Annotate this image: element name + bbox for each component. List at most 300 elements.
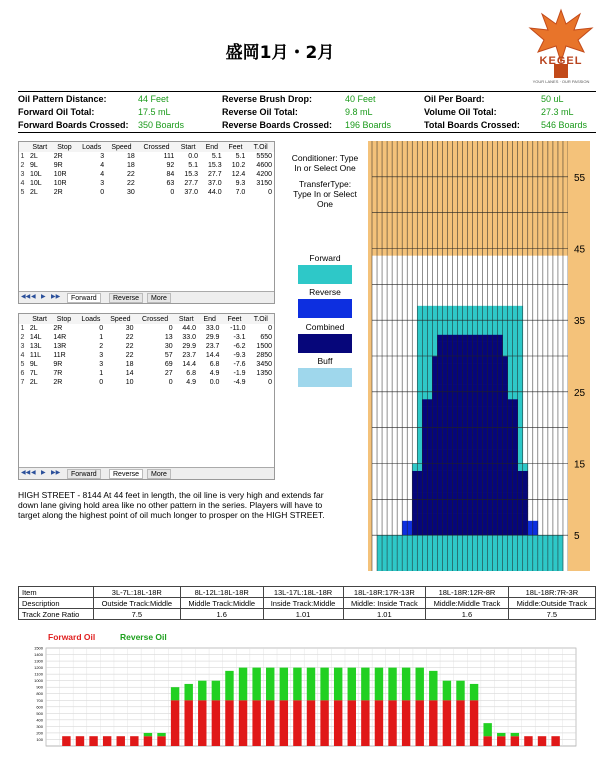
tab-nav-arrow[interactable]: ▶ bbox=[41, 294, 46, 300]
oil-cell bbox=[427, 385, 432, 392]
oil-cell bbox=[412, 521, 417, 528]
y-tick-label: 800 bbox=[36, 691, 43, 697]
reverse-oil-bar bbox=[334, 668, 342, 701]
zone-cell: Inside Track:Middle bbox=[263, 598, 343, 609]
oil-cell bbox=[473, 356, 478, 363]
table-cell: 18 bbox=[127, 153, 135, 160]
oil-cell bbox=[447, 327, 452, 334]
forward-oil-bar bbox=[212, 700, 220, 746]
oil-cell bbox=[503, 392, 508, 399]
oil-cell bbox=[548, 542, 553, 549]
oil-cell bbox=[473, 378, 478, 385]
oil-cell bbox=[478, 542, 483, 549]
oil-cell bbox=[412, 535, 417, 542]
oil-cell bbox=[503, 471, 508, 478]
tab-nav-arrow[interactable]: ▶▶ bbox=[51, 470, 61, 476]
oil-cell bbox=[422, 521, 427, 528]
row-number: 1 bbox=[20, 325, 25, 332]
oil-cell bbox=[478, 442, 483, 449]
oil-cell bbox=[417, 478, 422, 485]
oil-cell bbox=[447, 406, 452, 413]
tab-nav-arrow[interactable]: ◀ bbox=[31, 294, 36, 300]
oil-cell bbox=[553, 542, 558, 549]
oil-cell bbox=[503, 378, 508, 385]
transfer-label: TransferType: Type In or Select One bbox=[293, 179, 357, 209]
foot-label: 15 bbox=[574, 459, 586, 471]
oil-cell bbox=[483, 456, 488, 463]
oil-cell bbox=[478, 406, 483, 413]
info-label: Volume Oil Total: bbox=[424, 107, 497, 117]
oil-cell bbox=[462, 378, 467, 385]
oil-cell bbox=[483, 464, 488, 471]
table-cell: 7.0 bbox=[235, 189, 246, 196]
tab-nav-arrow[interactable]: ◀◀ bbox=[21, 470, 31, 476]
oil-cell bbox=[503, 528, 508, 535]
forward-oil-bar bbox=[293, 700, 301, 746]
oil-cell bbox=[417, 449, 422, 456]
oil-cell bbox=[498, 564, 503, 571]
oil-cell bbox=[467, 370, 472, 377]
oil-cell bbox=[417, 335, 422, 342]
oil-cell bbox=[417, 528, 422, 535]
oil-cell bbox=[452, 385, 457, 392]
oil-cell bbox=[432, 499, 437, 506]
oil-cell bbox=[513, 521, 518, 528]
oil-cell bbox=[513, 478, 518, 485]
column-header: Loads bbox=[77, 142, 106, 152]
oil-cell bbox=[518, 535, 523, 542]
oil-cell bbox=[493, 313, 498, 320]
oil-cell bbox=[457, 370, 462, 377]
table-cell: 10L bbox=[29, 180, 42, 187]
oil-cell bbox=[432, 306, 437, 313]
oil-cell bbox=[513, 528, 518, 535]
table-cell: 7L bbox=[29, 370, 38, 377]
oil-cell bbox=[452, 492, 457, 499]
pattern-description: HIGH STREET - 8144 At 44 feet in length, the oil line is very high and extends far down lane giving hold area like no other pattern in the series. Players will have to target along the highest point of oil much longer to prosper on the HIGH STREET. bbox=[18, 490, 325, 520]
reverse-oil-bar bbox=[293, 668, 301, 701]
oil-cell bbox=[478, 478, 483, 485]
oil-cell bbox=[503, 550, 508, 557]
oil-cell bbox=[483, 499, 488, 506]
oil-cell bbox=[483, 471, 488, 478]
oil-cell bbox=[508, 421, 513, 428]
oil-cell bbox=[488, 363, 493, 370]
oil-cell bbox=[412, 471, 417, 478]
column-header: T.Oil bbox=[248, 314, 274, 324]
forward-oil-bar bbox=[375, 700, 383, 746]
oil-cell bbox=[513, 535, 518, 542]
oil-cell bbox=[473, 399, 478, 406]
zone-ratio-row bbox=[19, 609, 596, 620]
oil-cell bbox=[417, 356, 422, 363]
oil-cell bbox=[457, 428, 462, 435]
oil-cell bbox=[417, 542, 422, 549]
oil-cell bbox=[498, 456, 503, 463]
oil-cell bbox=[553, 564, 558, 571]
tab-reverse[interactable]: Reverse bbox=[109, 469, 143, 479]
oil-cell bbox=[452, 521, 457, 528]
oil-cell bbox=[447, 471, 452, 478]
y-tick-label: 600 bbox=[36, 704, 43, 710]
y-tick-label: 1200 bbox=[34, 665, 43, 671]
oil-cell bbox=[417, 342, 422, 349]
oil-cell bbox=[417, 535, 422, 542]
oil-cell bbox=[483, 313, 488, 320]
oil-cell bbox=[397, 542, 402, 549]
header-row bbox=[19, 314, 274, 324]
oil-cell bbox=[483, 478, 488, 485]
oil-cell bbox=[462, 435, 467, 442]
oil-cell bbox=[432, 535, 437, 542]
oil-cell bbox=[437, 306, 442, 313]
oil-cell bbox=[513, 327, 518, 334]
table-cell: 0 bbox=[99, 379, 104, 386]
oil-cell bbox=[503, 313, 508, 320]
oil-cell bbox=[432, 385, 437, 392]
oil-cell bbox=[432, 421, 437, 428]
oil-cell bbox=[452, 478, 457, 485]
oil-cell bbox=[488, 335, 493, 342]
oil-cell bbox=[427, 449, 432, 456]
oil-cell bbox=[447, 449, 452, 456]
foot-label: 55 bbox=[574, 172, 586, 184]
oil-cell bbox=[478, 435, 483, 442]
table-cell: 3 bbox=[100, 180, 105, 187]
table-cell: 2L bbox=[29, 325, 38, 332]
forward-oil-bar bbox=[443, 700, 451, 746]
oil-cell bbox=[493, 550, 498, 557]
oil-cell bbox=[508, 464, 513, 471]
zone-cell: 3L-7L:18L-18R bbox=[93, 587, 180, 598]
oil-cell bbox=[513, 320, 518, 327]
zone-cell: 1.01 bbox=[263, 609, 343, 620]
tab-more[interactable]: More bbox=[147, 293, 171, 303]
oil-cell bbox=[518, 320, 523, 327]
oil-cell bbox=[508, 378, 513, 385]
oil-cell bbox=[503, 542, 508, 549]
tab-forward[interactable]: Forward bbox=[67, 469, 101, 479]
oil-cell bbox=[508, 471, 513, 478]
oil-cell bbox=[528, 535, 533, 542]
reverse-oil-bar bbox=[511, 733, 519, 736]
table-cell: 2850 bbox=[256, 352, 272, 359]
table-cell: 13L bbox=[29, 343, 42, 350]
oil-cell bbox=[427, 335, 432, 342]
forward-oil-bar bbox=[157, 736, 165, 746]
oil-cell bbox=[503, 564, 508, 571]
oil-cell bbox=[437, 342, 442, 349]
reverse-oil-bar bbox=[280, 668, 288, 701]
oil-cell bbox=[457, 306, 462, 313]
oil-cell bbox=[503, 356, 508, 363]
table-cell: 30 bbox=[164, 343, 173, 350]
oil-cell bbox=[478, 306, 483, 313]
oil-cell bbox=[553, 557, 558, 564]
oil-cell bbox=[452, 313, 457, 320]
table-cell: 37.0 bbox=[184, 189, 198, 196]
oil-cell bbox=[528, 550, 533, 557]
oil-cell bbox=[508, 507, 513, 514]
oil-cell bbox=[518, 435, 523, 442]
oil-cell bbox=[508, 492, 513, 499]
oil-cell bbox=[478, 535, 483, 542]
forward-oil-bar bbox=[171, 700, 179, 746]
oil-cell bbox=[422, 507, 427, 514]
reverse-oil-bar bbox=[456, 681, 464, 701]
oil-cell bbox=[412, 564, 417, 571]
table-cell: 10.2 bbox=[231, 162, 246, 169]
oil-cell bbox=[483, 564, 488, 571]
zone-cell: 18L-18R:7R-3R bbox=[508, 587, 595, 598]
legend-buff-swatch bbox=[298, 368, 352, 387]
oil-cell bbox=[498, 413, 503, 420]
oil-cell bbox=[422, 456, 427, 463]
oil-cell bbox=[382, 535, 387, 542]
oil-cell bbox=[508, 557, 513, 564]
oil-cell bbox=[518, 499, 523, 506]
oil-cell bbox=[488, 313, 493, 320]
oil-cell bbox=[473, 550, 478, 557]
oil-cell bbox=[432, 349, 437, 356]
oil-cell bbox=[503, 399, 508, 406]
table-cell: 22 bbox=[125, 352, 134, 359]
oil-cell bbox=[483, 392, 488, 399]
oil-cell bbox=[513, 550, 518, 557]
oil-cell bbox=[508, 413, 513, 420]
oil-cell bbox=[422, 378, 427, 385]
tab-nav-arrow[interactable]: ▶ bbox=[41, 470, 46, 476]
info-value: 9.8 mL bbox=[345, 107, 373, 117]
oil-cell bbox=[467, 385, 472, 392]
oil-cell bbox=[467, 413, 472, 420]
oil-cell bbox=[488, 507, 493, 514]
oil-cell bbox=[518, 313, 523, 320]
oil-cell bbox=[457, 535, 462, 542]
oil-cell bbox=[442, 492, 447, 499]
oil-cell bbox=[467, 335, 472, 342]
tab-nav-arrow[interactable]: ◀ bbox=[31, 470, 36, 476]
oil-cell bbox=[528, 528, 533, 535]
table-cell: 57 bbox=[164, 352, 173, 359]
column-header: Speed bbox=[106, 142, 137, 152]
oil-cell bbox=[427, 564, 432, 571]
oil-cell bbox=[412, 478, 417, 485]
oil-cell bbox=[508, 327, 513, 334]
oil-cell bbox=[488, 499, 493, 506]
info-label: Reverse Oil Total: bbox=[222, 107, 298, 117]
oil-cell bbox=[508, 535, 513, 542]
oil-cell bbox=[503, 478, 508, 485]
oil-cell bbox=[513, 428, 518, 435]
forward-table bbox=[18, 141, 275, 304]
zone-cell: 13L-17L:18L-18R bbox=[263, 587, 343, 598]
oil-cell bbox=[483, 449, 488, 456]
oil-cell bbox=[452, 399, 457, 406]
oil-cell bbox=[478, 492, 483, 499]
oil-cell bbox=[457, 413, 462, 420]
oil-cell bbox=[422, 320, 427, 327]
oil-cell bbox=[417, 550, 422, 557]
oil-cell bbox=[442, 399, 447, 406]
oil-cell bbox=[407, 528, 412, 535]
table-cell: 27.7 bbox=[184, 180, 198, 187]
oil-cell bbox=[493, 449, 498, 456]
oil-cell bbox=[462, 413, 467, 420]
oil-cell bbox=[467, 521, 472, 528]
oil-cell bbox=[452, 327, 457, 334]
oil-cell bbox=[518, 492, 523, 499]
tab-nav-arrow[interactable]: ▶▶ bbox=[51, 294, 61, 300]
zone-cell: Item bbox=[19, 587, 94, 598]
oil-cell bbox=[432, 485, 437, 492]
oil-cell bbox=[412, 514, 417, 521]
oil-cell bbox=[417, 521, 422, 528]
table-cell: 10 bbox=[125, 379, 134, 386]
table-cell: 63 bbox=[166, 180, 175, 187]
oil-cell bbox=[483, 442, 488, 449]
oil-cell bbox=[452, 306, 457, 313]
oil-cell bbox=[518, 550, 523, 557]
y-tick-label: 1400 bbox=[34, 652, 43, 658]
oil-cell bbox=[478, 363, 483, 370]
oil-cell bbox=[478, 564, 483, 571]
oil-cell bbox=[387, 550, 392, 557]
oil-cell bbox=[467, 421, 472, 428]
oil-cell bbox=[498, 471, 503, 478]
oil-cell bbox=[488, 478, 493, 485]
oil-cell bbox=[437, 478, 442, 485]
oil-cell bbox=[457, 442, 462, 449]
table-cell: 0 bbox=[168, 325, 173, 332]
oil-cell bbox=[447, 421, 452, 428]
oil-cell bbox=[523, 557, 528, 564]
oil-cell bbox=[432, 313, 437, 320]
forward-oil-bar bbox=[334, 700, 342, 746]
oil-cell bbox=[473, 564, 478, 571]
oil-cell bbox=[558, 550, 563, 557]
oil-cell bbox=[493, 499, 498, 506]
oil-cell bbox=[397, 564, 402, 571]
tab-forward[interactable]: Forward bbox=[67, 293, 101, 303]
oil-cell bbox=[503, 413, 508, 420]
oil-cell bbox=[417, 313, 422, 320]
oil-cell bbox=[483, 342, 488, 349]
forward-oil-bar bbox=[361, 700, 369, 746]
oil-cell bbox=[493, 528, 498, 535]
oil-cell bbox=[473, 471, 478, 478]
forward-oil-bar bbox=[89, 736, 97, 746]
forward-oil-bar bbox=[144, 736, 152, 746]
oil-cell bbox=[523, 514, 528, 521]
table-cell: 10L bbox=[29, 171, 42, 178]
oil-cell bbox=[473, 557, 478, 564]
oil-cell bbox=[417, 306, 422, 313]
oil-cell bbox=[377, 557, 382, 564]
oil-cell bbox=[452, 392, 457, 399]
oil-cell bbox=[462, 564, 467, 571]
oil-cell bbox=[432, 370, 437, 377]
oil-cell bbox=[452, 370, 457, 377]
tab-more[interactable]: More bbox=[147, 469, 171, 479]
table-cell: 30 bbox=[127, 189, 135, 196]
oil-cell bbox=[473, 521, 478, 528]
zone-header-row bbox=[19, 587, 596, 598]
table-cell: 4600 bbox=[256, 162, 272, 169]
oil-cell bbox=[538, 542, 543, 549]
oil-cell bbox=[442, 406, 447, 413]
oil-cell bbox=[503, 306, 508, 313]
oil-cell bbox=[533, 535, 538, 542]
oil-cell bbox=[467, 392, 472, 399]
oil-cell bbox=[488, 349, 493, 356]
oil-cell bbox=[442, 428, 447, 435]
oil-cell bbox=[437, 428, 442, 435]
oil-cell bbox=[422, 499, 427, 506]
oil-cell bbox=[498, 528, 503, 535]
oil-cell bbox=[422, 370, 427, 377]
oil-cell bbox=[483, 349, 488, 356]
oil-cell bbox=[478, 413, 483, 420]
oil-cell bbox=[462, 499, 467, 506]
oil-cell bbox=[493, 435, 498, 442]
oil-cell bbox=[447, 499, 452, 506]
oil-cell bbox=[523, 535, 528, 542]
oil-cell bbox=[488, 385, 493, 392]
oil-cell bbox=[523, 542, 528, 549]
oil-cell bbox=[493, 413, 498, 420]
table-cell: 23.7 bbox=[205, 343, 220, 350]
table-cell: 9L bbox=[29, 162, 38, 169]
oil-cell bbox=[427, 521, 432, 528]
oil-cell bbox=[518, 464, 523, 471]
oil-cell bbox=[498, 385, 503, 392]
oil-cell bbox=[462, 449, 467, 456]
oil-cell bbox=[437, 327, 442, 334]
oil-cell bbox=[442, 327, 447, 334]
table-row bbox=[19, 333, 274, 342]
oil-cell bbox=[478, 464, 483, 471]
oil-cell bbox=[432, 550, 437, 557]
oil-cell bbox=[478, 471, 483, 478]
table-row bbox=[19, 360, 274, 369]
oil-cell bbox=[513, 435, 518, 442]
oil-cell bbox=[407, 564, 412, 571]
oil-cell bbox=[437, 507, 442, 514]
oil-cell bbox=[473, 327, 478, 334]
forward-oil-label: Forward Oil bbox=[48, 632, 96, 642]
forward-oil-bar bbox=[551, 736, 559, 746]
oil-cell bbox=[518, 370, 523, 377]
oil-cell bbox=[498, 485, 503, 492]
oil-cell bbox=[422, 327, 427, 334]
oil-cell bbox=[447, 521, 452, 528]
oil-cell bbox=[508, 550, 513, 557]
tab-nav-arrow[interactable]: ◀◀ bbox=[21, 294, 31, 300]
oil-cell bbox=[437, 313, 442, 320]
oil-cell bbox=[493, 363, 498, 370]
reverse-oil-bar bbox=[157, 733, 165, 736]
oil-cell bbox=[417, 507, 422, 514]
oil-cell bbox=[377, 550, 382, 557]
row-number: 4 bbox=[20, 352, 25, 359]
table-cell: 650 bbox=[260, 334, 272, 341]
oil-cell bbox=[473, 514, 478, 521]
oil-cell bbox=[447, 399, 452, 406]
oil-cell bbox=[483, 385, 488, 392]
tab-reverse[interactable]: Reverse bbox=[109, 293, 143, 303]
table-cell: 0 bbox=[100, 189, 105, 196]
